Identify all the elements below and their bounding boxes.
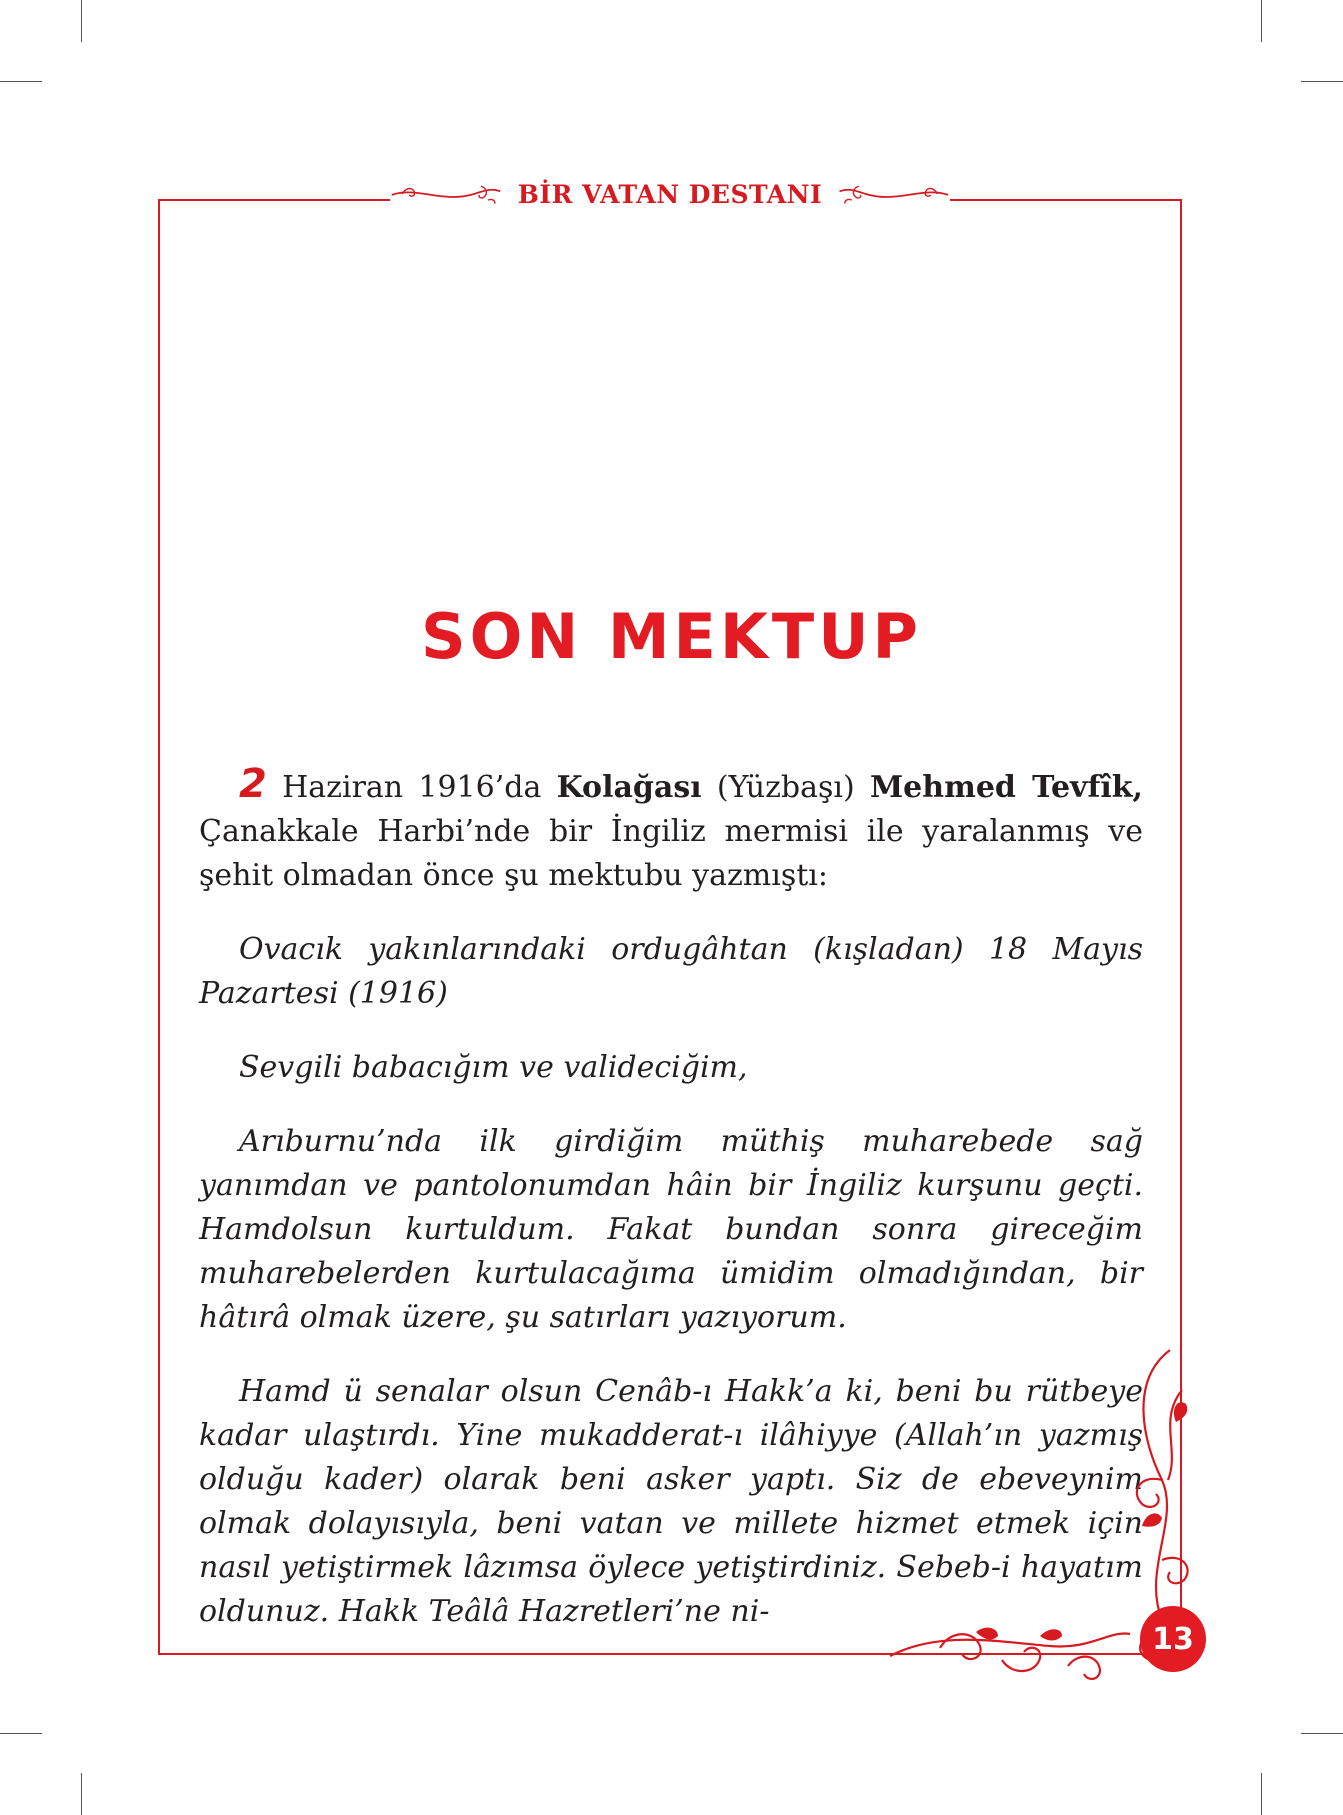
crop-mark xyxy=(0,81,42,82)
crop-mark xyxy=(1301,1733,1343,1734)
right-flourish-icon xyxy=(836,179,950,209)
letter-paragraph-2: Hamd ü senalar olsun Cenâb-ı Hakk’a ki, beni bu rütbeye kadar ulaştırdı. Yine mukadderat-ı ilâhiyye (Allah’ın yazmış olduğu kader) olarak beni asker yaptı. Siz de ebeveynim olmak dolayısıyla, beni vatan ve millete hizmet etmek için nasıl yetiştirmek lâzımsa öylece yetiştirdiniz. Sebeb-i hayatım oldunuz. Hakk Teâlâ Hazretleri’ne ni- xyxy=(199,1374,1143,1629)
crop-mark xyxy=(81,0,82,42)
intro-text-1: Haziran 1916’da xyxy=(266,770,557,805)
running-header xyxy=(390,170,950,218)
letter-salutation: Sevgili babacığım ve valideciğim, xyxy=(239,1050,748,1085)
crop-mark xyxy=(81,1773,82,1815)
crop-mark xyxy=(1261,0,1262,42)
intro-paragraph xyxy=(199,762,1143,898)
crop-mark xyxy=(0,1733,42,1734)
rank-name: Kolağası xyxy=(556,770,702,805)
person-name: Mehmed Tevfîk, xyxy=(869,770,1143,805)
running-title: BİR VATAN DESTANI xyxy=(517,179,823,209)
intro-text-3: Çanakkale Harbi’nde bir İngiliz mermisi ile yaralanmış ve şehit olmadan önce şu mektubu yazmıştı: xyxy=(199,814,1143,893)
letter-location-date: Ovacık yakınlarındaki ordugâhtan (kışladan) 18 Mayıs Pazartesi (1916) xyxy=(199,932,1143,1011)
letter-paragraph-1: Arıburnu’nda ilk girdiğim müthiş muharebede sağ yanımdan ve pantolonumdan hâin bir İngiliz kurşunu geçti. Hamdolsun kurtuldum. Fakat bundan sonra gireceğim muharebelerden kurtulacağıma ümidim olmadığından, bir hâtırâ olmak üzere, şu satırları yazıyorum. xyxy=(199,1124,1143,1335)
left-flourish-icon xyxy=(390,179,504,209)
page-number-badge: 13 xyxy=(1140,1606,1206,1672)
crop-mark xyxy=(1261,1773,1262,1815)
chapter-title: SON MEKTUP xyxy=(420,600,922,673)
intro-text-2: (Yüzbaşı) xyxy=(701,770,870,805)
drop-number: 2 xyxy=(239,761,267,807)
crop-mark xyxy=(1301,81,1343,82)
